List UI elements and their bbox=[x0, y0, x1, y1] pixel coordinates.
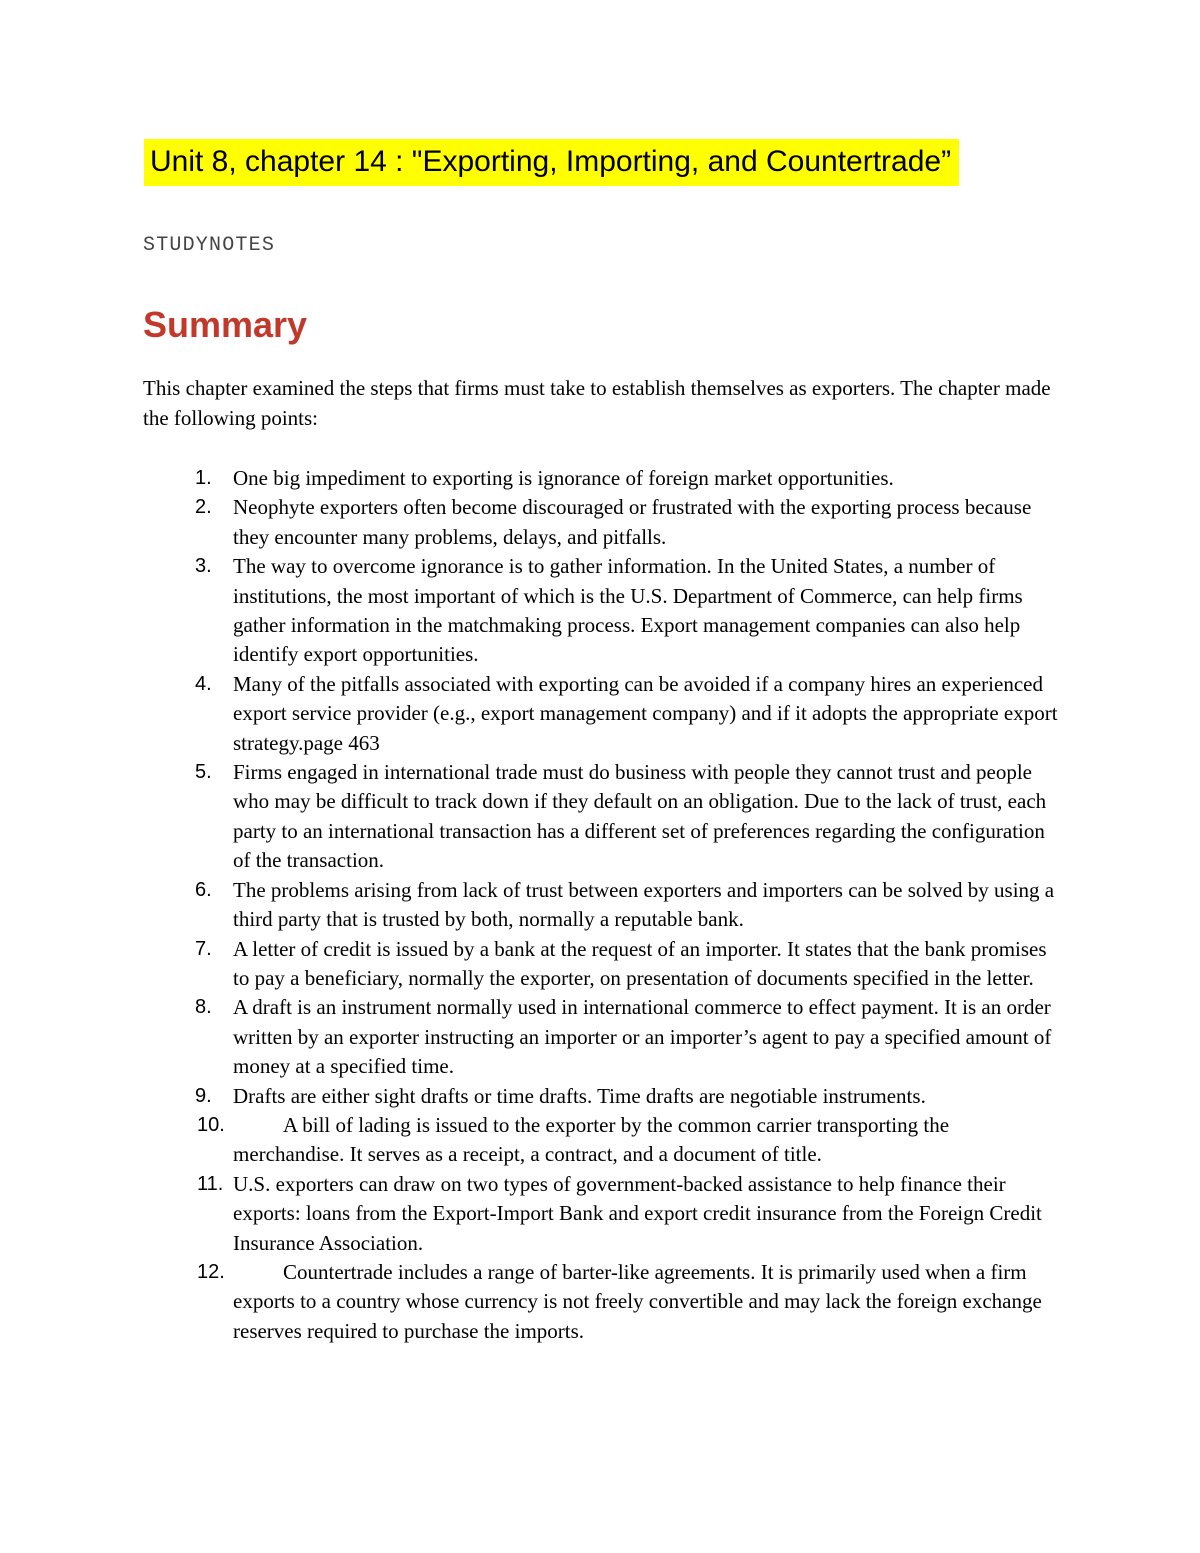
list-item bbox=[143, 935, 1063, 994]
list-item bbox=[143, 1082, 1063, 1111]
list-item-text: Drafts are either sight drafts or time drafts. Time drafts are negotiable instruments. bbox=[233, 1083, 926, 1108]
list-item-text: A letter of credit is issued by a bank at the request of an importer. It states that the bank promises to pay a beneficiary, normally the exporter, on presentation of documents specified in the letter. bbox=[233, 936, 1047, 990]
list-item bbox=[143, 493, 1063, 552]
list-item-number: 4. bbox=[195, 672, 212, 695]
summary-heading: Summary bbox=[143, 304, 308, 345]
list-item bbox=[143, 876, 1063, 935]
list-item-number: 1. bbox=[195, 467, 212, 489]
intro-text: This chapter examined the steps that firms must take to establish themselves as exporters. The chapter made the following points: bbox=[143, 376, 1051, 430]
list-item-number: 6. bbox=[195, 878, 212, 901]
list-item bbox=[143, 552, 1063, 670]
list-item bbox=[143, 464, 1063, 493]
summary-points-list bbox=[143, 464, 1063, 1346]
list-item-number: 11. bbox=[197, 1172, 224, 1195]
list-item bbox=[143, 670, 1063, 758]
list-item-number: 3. bbox=[195, 555, 212, 578]
list-item bbox=[143, 993, 1063, 1081]
list-item-number: 10. bbox=[197, 1113, 225, 1136]
list-item-number: 7. bbox=[195, 937, 212, 960]
list-item-text: Many of the pitfalls associated with exporting can be avoided if a company hires an experienced export service provider (e.g., export management company) and if it adopts the appropriate export strategy.page 463 bbox=[233, 671, 1058, 755]
list-item-number: 12. bbox=[197, 1260, 225, 1283]
list-item-text: One big impediment to exporting is ignorance of foreign market opportunities. bbox=[233, 466, 894, 490]
list-item-text: Neophyte exporters often become discouraged or frustrated with the exporting process because they encounter many problems, delays, and pitfalls. bbox=[233, 495, 1032, 549]
title-highlight: Unit 8, chapter 14 : "Exporting, Importing, and Countertrade” bbox=[144, 139, 959, 186]
list-item-text: Firms engaged in international trade must do business with people they cannot trust and people who may be difficult to track down if they default on an obligation. Due to the lack of trust, each party to an international transaction has a different set of preferences regarding the configuration of the transaction. bbox=[233, 760, 1047, 873]
list-item-number: 9. bbox=[195, 1084, 212, 1107]
list-item bbox=[143, 1111, 1063, 1170]
list-item bbox=[143, 1258, 1063, 1346]
list-item-number: 8. bbox=[195, 996, 212, 1019]
list-item-text: Countertrade includes a range of barter-like agreements. It is primarily used when a firm exports to a country whose currency is not freely convertible and may lack the foreign exchange reserves required to purchase the imports. bbox=[233, 1259, 1042, 1343]
list-item bbox=[143, 1170, 1063, 1258]
list-item-text: The way to overcome ignorance is to gather information. In the United States, a number of institutions, the most important of which is the U.S. Department of Commerce, can help firms gather information in the matchmaking process. Export management companies can also help identify export opportunities. bbox=[233, 554, 1023, 667]
studynotes-label: STUDYNOTES bbox=[143, 234, 276, 257]
list-item bbox=[143, 758, 1063, 876]
list-item-text: A bill of lading is issued to the exporter by the common carrier transporting the merchandise. It serves as a receipt, a contract, and a document of title. bbox=[233, 1112, 950, 1167]
list-item-text: A draft is an instrument normally used in international commerce to effect payment. It is an order written by an exporter instructing an importer or an importer’s agent to pay a specified amount of money at a specified time. bbox=[233, 995, 1052, 1079]
document-title bbox=[144, 134, 959, 190]
list-item-text: The problems arising from lack of trust between exporters and importers can be solved by using a third party that is trusted by both, normally a reputable bank. bbox=[233, 877, 1055, 932]
intro-paragraph bbox=[143, 374, 1073, 433]
list-item-number: 2. bbox=[195, 496, 212, 519]
list-item-number: 5. bbox=[195, 761, 212, 784]
list-item-text: U.S. exporters can draw on two types of government-backed assistance to help finance their exports: loans from the Export-Import Bank and export credit insurance from the Foreign Credit Insurance Association. bbox=[233, 1171, 1042, 1255]
